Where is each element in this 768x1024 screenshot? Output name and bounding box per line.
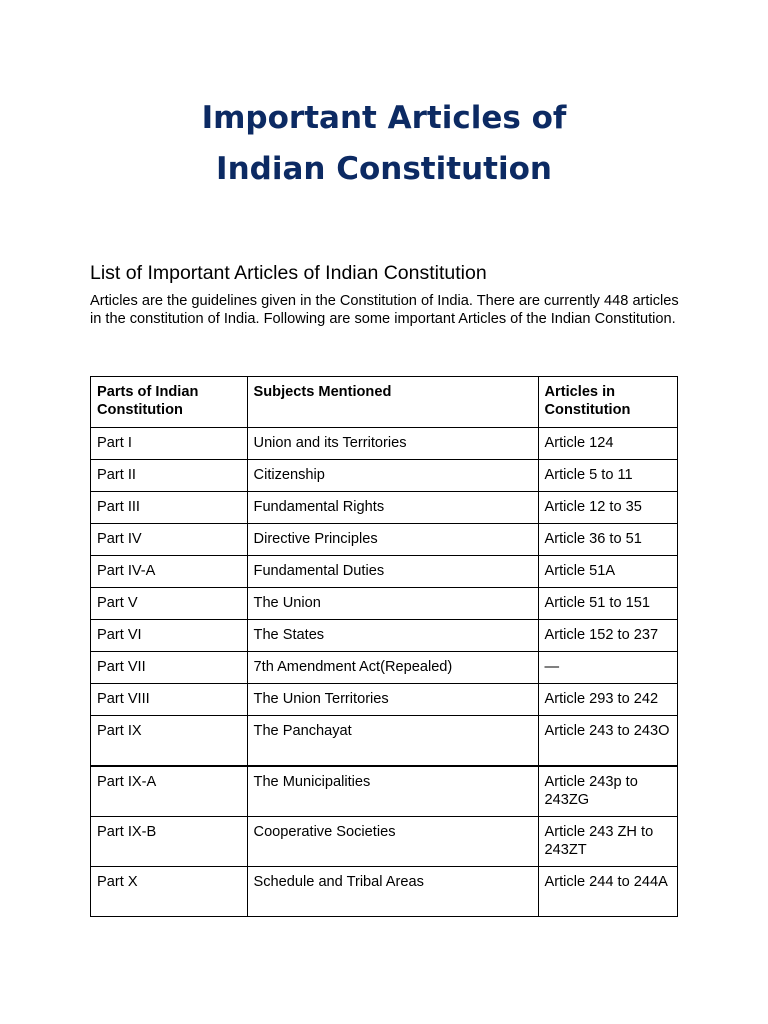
cell-subject: Schedule and Tribal Areas [247, 867, 538, 917]
cell-subject: The Panchayat [247, 716, 538, 767]
cell-subject: 7th Amendment Act(Repealed) [247, 652, 538, 684]
cell-articles: Article 243 ZH to 243ZT [538, 817, 677, 867]
table-row [91, 588, 678, 620]
cell-articles: Article 36 to 51 [538, 524, 677, 556]
cell-part: Part VII [91, 652, 248, 684]
cell-part: Part VIII [91, 684, 248, 716]
table-row [91, 556, 678, 588]
cell-articles: Article 51 to 151 [538, 588, 677, 620]
cell-articles: Article 12 to 35 [538, 492, 677, 524]
cell-articles: — [538, 652, 677, 684]
cell-articles: Article 51A [538, 556, 677, 588]
header-articles: Articles in Constitution [538, 377, 677, 428]
cell-part: Part VI [91, 620, 248, 652]
table-row [91, 460, 678, 492]
cell-subject: Citizenship [247, 460, 538, 492]
cell-part: Part IX-A [91, 766, 248, 817]
page-title-line-2: Indian Constitution [216, 151, 552, 187]
cell-part: Part IX-B [91, 817, 248, 867]
section-heading: List of Important Articles of Indian Constitution [90, 262, 487, 284]
table-row [91, 684, 678, 716]
cell-subject: The Union Territories [247, 684, 538, 716]
cell-articles: Article 293 to 242 [538, 684, 677, 716]
cell-part: Part IV [91, 524, 248, 556]
cell-subject: Fundamental Duties [247, 556, 538, 588]
cell-part: Part II [91, 460, 248, 492]
header-parts: Parts of Indian Constitution [91, 377, 248, 428]
table-row [91, 652, 678, 684]
table-row [91, 716, 678, 767]
cell-part: Part IV-A [91, 556, 248, 588]
table-row [91, 817, 678, 867]
cell-part: Part I [91, 428, 248, 460]
header-subjects: Subjects Mentioned [247, 377, 538, 428]
cell-articles: Article 152 to 237 [538, 620, 677, 652]
cell-subject: The Union [247, 588, 538, 620]
cell-subject: Directive Principles [247, 524, 538, 556]
cell-part: Part IX [91, 716, 248, 767]
cell-part: Part III [91, 492, 248, 524]
cell-articles: Article 244 to 244A [538, 867, 677, 917]
cell-subject: Fundamental Rights [247, 492, 538, 524]
cell-subject: The States [247, 620, 538, 652]
table-body [91, 428, 678, 917]
page-title-line-1: Important Articles of [201, 100, 567, 136]
cell-articles: Article 5 to 11 [538, 460, 677, 492]
table-row [91, 492, 678, 524]
cell-subject: Union and its Territories [247, 428, 538, 460]
table-row [91, 524, 678, 556]
table-header-row [91, 377, 678, 428]
cell-articles: Article 243p to 243ZG [538, 766, 677, 817]
table-row [91, 867, 678, 917]
cell-part: Part V [91, 588, 248, 620]
table-row [91, 766, 678, 817]
table-header [91, 377, 678, 428]
table-row [91, 428, 678, 460]
table-row [91, 620, 678, 652]
cell-articles: Article 243 to 243O [538, 716, 677, 767]
articles-table [90, 376, 678, 917]
cell-subject: Cooperative Societies [247, 817, 538, 867]
cell-part: Part X [91, 867, 248, 917]
cell-subject: The Municipalities [247, 766, 538, 817]
intro-paragraph: Articles are the guidelines given in the Constitution of India. There are currently 448 articles in the constitution of India. Following are some important Articles of the Indian Constitution. [90, 293, 679, 328]
cell-articles: Article 124 [538, 428, 677, 460]
